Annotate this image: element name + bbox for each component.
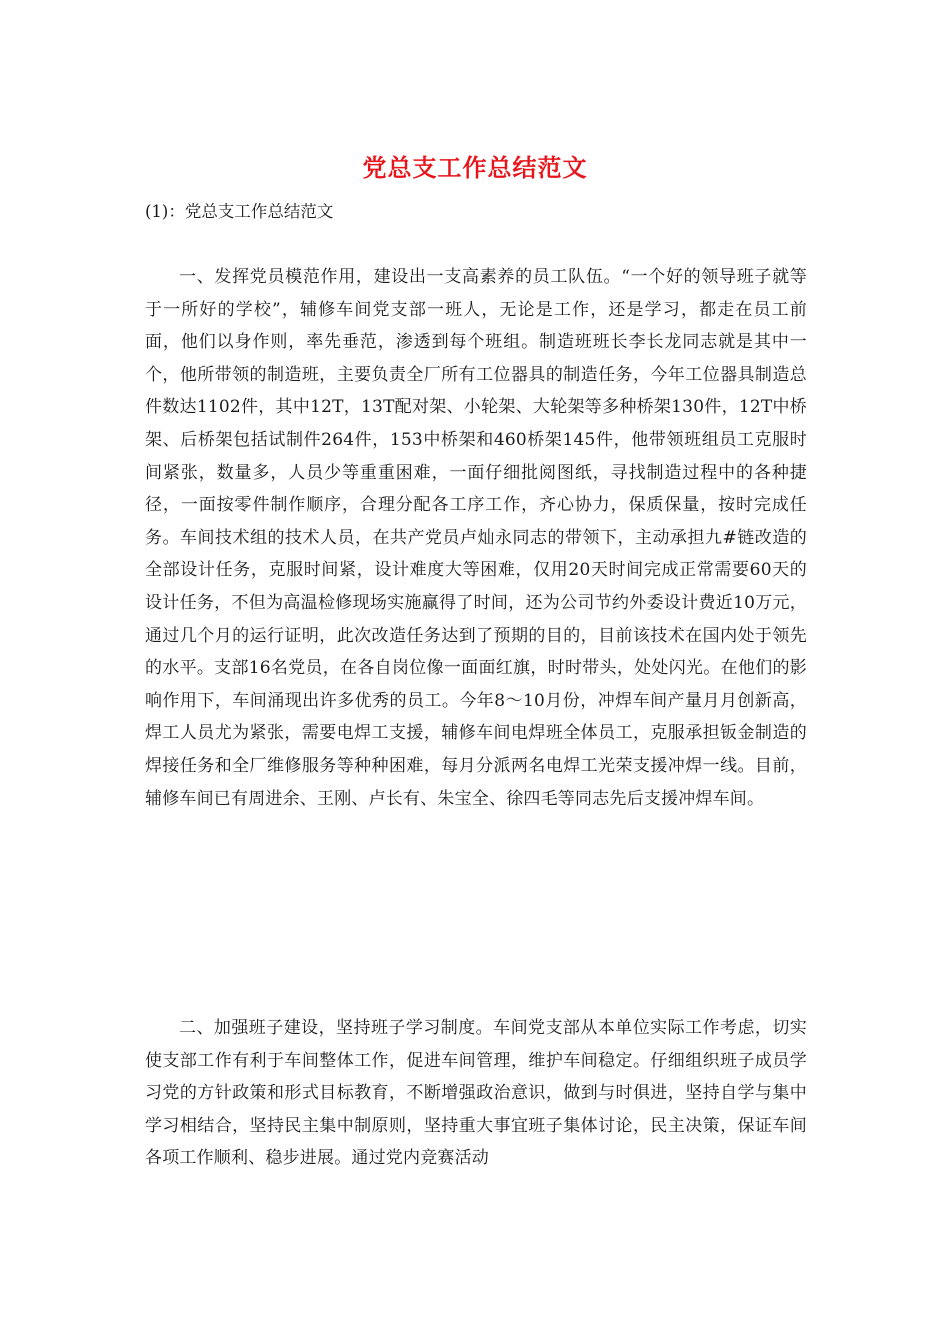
document-subtitle: (1)：党总支工作总结范文 [145,202,334,221]
paragraph-1: 一、发挥党员模范作用，建设出一支高素养的员工队伍。“一个好的领导班子就等于一所好的学校”，辅修车间党支部一班人，无论是工作，还是学习，都走在员工前面，他们以身作则，率先垂范，渗透到每个班组。制造班班长李长龙同志就是其中一个，他所带领的制造班，主要负责全厂所有工位器具的制造任务，今年工位器具制造总件数达1102件，其中12T，13T配对架、小轮架、大轮架等多种桥架130件，12T中桥架、后桥架包括试制件264件，153中桥架和460桥架145件，他带领班组员工克服时间紧张，数量多，人员少等重重困难，一面仔细批阅图纸，寻找制造过程中的各种捷径，一面按零件制作顺序，合理分配各工序工作，齐心协力，保质保量，按时完成任务。车间技术组的技术人员，在共产党员卢灿永同志的带领下，主动承担九#链改造的全部设计任务，克服时间紧，设计难度大等困难，仅用20天时间完成正常需要60天的设计任务，不但为高温检修现场实施赢得了时间，还为公司节约外委设计费近10万元，通过几个月的运行证明，此次改造任务达到了预期的目的，目前该技术在国内处于领先的水平。支部16名党员，在各自岗位像一面面红旗，时时带头，处处闪光。在他们的影响作用下，车间涌现出许多优秀的员工。今年8～10月份，冲焊车间产量月月创新高，焊工人员尤为紧张，需要电焊工支援，辅修车间电焊班全体员工，克服承担钣金制造的焊接任务和全厂维修服务等种种困难，每月分派两名电焊工光荣支援冲焊一线。目前，辅修车间已有周进余、王刚、卢长有、朱宝全、徐四毛等同志先后支援冲焊车间。 [145,267,807,809]
document-title: 党总支工作总结范文 [362,153,588,182]
paragraph-2: 二、加强班子建设，坚持班子学习制度。车间党支部从本单位实际工作考虑，切实使支部工作有利于车间整体工作，促进车间管理，维护车间稳定。仔细组织班子成员学习党的方针政策和形式目标教育，不断增强政治意识，做到与时俱进，坚持自学与集中学习相结合，坚持民主集中制原则，坚持重大事宜班子集体讨论，民主决策，保证车间各项工作顺利、稳步进展。通过党内竞赛活动 [145,1018,807,1169]
